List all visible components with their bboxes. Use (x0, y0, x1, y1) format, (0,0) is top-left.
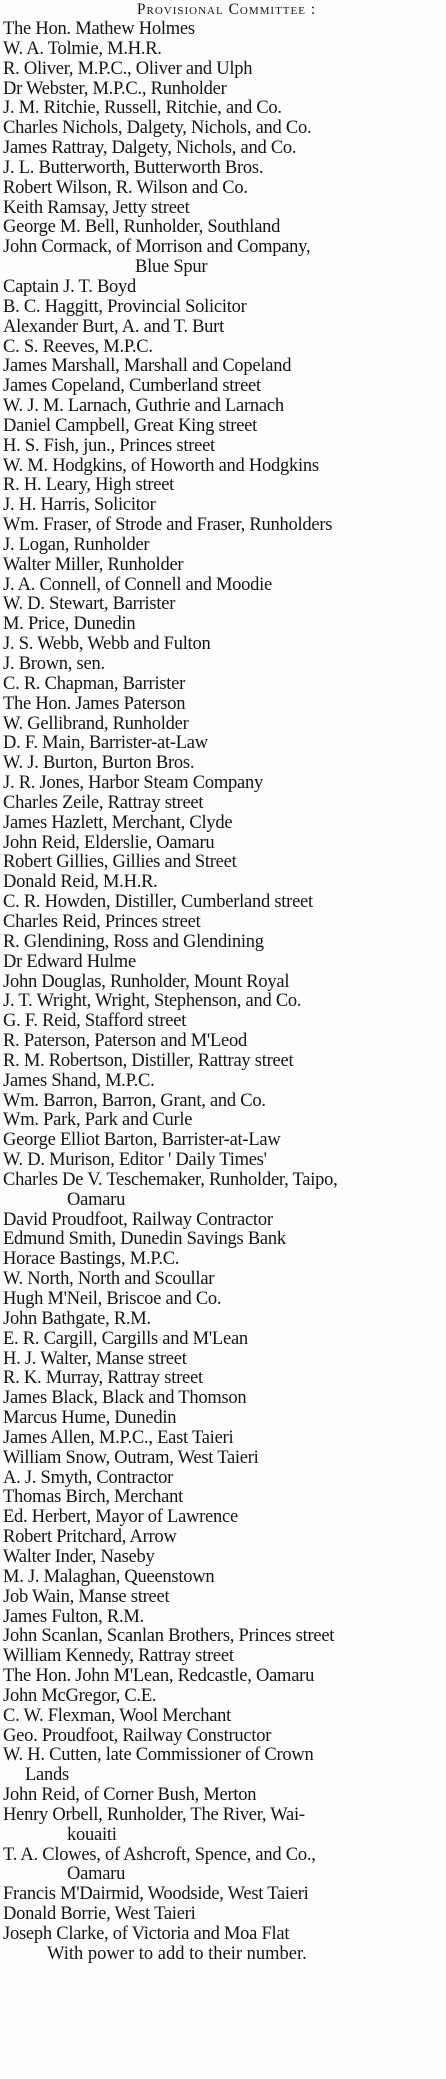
closing-note: With power to add to their number. (47, 1943, 307, 1964)
member-entry: A. J. Smyth, Contractor (3, 1468, 173, 1488)
member-entry: Charles Zeile, Rattray street (3, 793, 204, 813)
member-entry: John Reid, of Corner Bush, Merton (3, 1786, 257, 1806)
member-entry: W. H. Cutten, late Commissioner of Crown (3, 1746, 314, 1766)
member-entry: J. Brown, sen. (3, 655, 105, 674)
member-entry: Horace Bastings, M.P.C. (3, 1250, 180, 1270)
member-entry: D. F. Main, Barrister-at-Law (3, 734, 208, 754)
member-entry: Donald Reid, M.H.R. (3, 873, 158, 893)
member-entry: John Douglas, Runholder, Mount Royal (3, 972, 290, 992)
member-entry: C. R. Howden, Distiller, Cumberland street (3, 893, 313, 913)
committee-member-list (3, 20, 444, 1945)
member-entry: J. L. Butterworth, Butterworth Bros. (3, 158, 264, 178)
member-entry: W. A. Tolmie, M.H.R. (3, 39, 162, 59)
member-entry: C. R. Chapman, Barrister (3, 674, 186, 694)
member-entry: R. H. Leary, High street (3, 476, 175, 496)
member-entry: W. J. Burton, Burton Bros. (3, 754, 195, 774)
member-entry: Walter Miller, Runholder (3, 555, 184, 575)
member-entry: J. Logan, Runholder (3, 535, 150, 555)
member-entry: Job Wain, Manse street (3, 1587, 170, 1607)
member-entry: E. R. Cargill, Cargills and M'Lean (3, 1329, 248, 1349)
member-entry: H. J. Walter, Manse street (3, 1349, 187, 1369)
member-entry: James Allen, M.P.C., East Taieri (3, 1428, 234, 1448)
member-entry: B. C. Haggitt, Provincial Solicitor (3, 297, 247, 317)
member-entry: James Shand, M.P.C. (3, 1071, 155, 1091)
member-entry: Dr Edward Hulme (3, 952, 136, 972)
member-entry: Dr Webster, M.P.C., Runholder (3, 79, 227, 99)
member-entry: Ed. Herbert, Mayor of Lawrence (3, 1508, 238, 1528)
member-entry: Francis M'Dairmid, Woodside, West Taieri (3, 1885, 309, 1905)
member-entry: Charles De V. Teschemaker, Runholder, Taipo, (3, 1170, 338, 1190)
member-entry-continuation: kouaiti (67, 1825, 117, 1845)
member-entry: John Reid, Elderslie, Oamaru (3, 833, 215, 853)
member-entry: John McGregor, C.E. (3, 1686, 157, 1706)
member-entry: Robert Wilson, R. Wilson and Co. (3, 178, 248, 198)
member-entry: J. M. Ritchie, Russell, Ritchie, and Co. (3, 99, 282, 119)
member-entry: Charles Nichols, Dalgety, Nichols, and Co. (3, 119, 312, 139)
member-entry: Charles Reid, Princes street (3, 912, 201, 932)
member-entry: George Elliot Barton, Barrister-at-Law (3, 1131, 281, 1151)
member-entry: J. T. Wright, Wright, Stephenson, and Co. (3, 992, 302, 1012)
member-entry: Donald Borrie, West Taieri (3, 1905, 196, 1925)
member-entry-continuation: Blue Spur (135, 258, 208, 278)
member-entry: Robert Gillies, Gillies and Street (3, 853, 237, 873)
member-entry: W. J. M. Larnach, Guthrie and Larnach (3, 397, 284, 417)
member-entry: The Hon. Mathew Holmes (3, 20, 195, 39)
committee-heading: Provisional Committee : (136, 1, 317, 18)
member-entry: Captain J. T. Boyd (3, 277, 137, 297)
member-entry: J. H. Harris, Solicitor (3, 496, 156, 516)
member-entry: R. Paterson, Paterson and M'Leod (3, 1032, 248, 1052)
member-entry: William Kennedy, Rattray street (3, 1647, 234, 1667)
member-entry-continuation: Oamaru (67, 1190, 126, 1210)
member-entry: R. K. Murray, Rattray street (3, 1369, 203, 1389)
member-entry: John Scanlan, Scanlan Brothers, Princes street (3, 1627, 335, 1647)
member-entry: The Hon. James Paterson (3, 694, 186, 714)
member-entry: Edmund Smith, Dunedin Savings Bank (3, 1230, 286, 1250)
member-entry: Hugh M'Neil, Briscoe and Co. (3, 1290, 222, 1309)
member-entry: George M. Bell, Runholder, Southland (3, 218, 281, 238)
member-entry: Daniel Campbell, Great King street (3, 416, 258, 436)
member-entry-continuation: Oamaru (67, 1865, 126, 1885)
member-entry: R. Glendining, Ross and Glendining (3, 932, 264, 952)
member-entry: M. Price, Dunedin (3, 615, 136, 635)
member-entry: James Fulton, R.M. (3, 1607, 144, 1627)
member-entry: J. R. Jones, Harbor Steam Company (3, 774, 263, 794)
member-entry: Wm. Barron, Barron, Grant, and Co. (3, 1091, 266, 1111)
member-entry: C. W. Flexman, Wool Merchant (3, 1706, 232, 1726)
member-entry: Joseph Clarke, of Victoria and Moa Flat (3, 1925, 290, 1944)
member-entry: John Bathgate, R.M. (3, 1309, 151, 1329)
member-entry: David Proudfoot, Railway Contractor (3, 1210, 273, 1230)
member-entry: T. A. Clowes, of Ashcroft, Spence, and Co., (3, 1845, 316, 1865)
member-entry: G. F. Reid, Stafford street (3, 1012, 187, 1032)
member-entry: James Black, Black and Thomson (3, 1389, 247, 1409)
member-entry: Keith Ramsay, Jetty street (3, 198, 190, 218)
member-entry: W. M. Hodgkins, of Howorth and Hodgkins (3, 456, 319, 476)
member-entry: R. M. Robertson, Distiller, Rattray street (3, 1051, 294, 1071)
member-entry: Henry Orbell, Runholder, The River, Wai- (3, 1805, 305, 1825)
member-entry: M. J. Malaghan, Queenstown (3, 1567, 215, 1587)
member-entry: John Cormack, of Morrison and Company, (3, 238, 311, 258)
member-entry: H. S. Fish, jun., Princes street (3, 436, 215, 456)
member-entry: W. North, North and Scoullar (3, 1270, 215, 1290)
member-entry-continuation: Lands (25, 1766, 69, 1786)
member-entry: James Marshall, Marshall and Copeland (3, 357, 292, 377)
member-entry: Marcus Hume, Dunedin (3, 1409, 177, 1429)
member-entry: James Hazlett, Merchant, Clyde (3, 813, 233, 833)
member-entry: Alexander Burt, A. and T. Burt (3, 317, 224, 337)
member-entry: William Snow, Outram, West Taieri (3, 1448, 259, 1468)
member-entry: Thomas Birch, Merchant (3, 1488, 183, 1508)
member-entry: W. Gellibrand, Runholder (3, 714, 189, 734)
member-entry: Wm. Fraser, of Strode and Fraser, Runholders (3, 516, 333, 536)
member-entry: R. Oliver, M.P.C., Oliver and Ulph (3, 59, 253, 79)
member-entry: W. D. Murison, Editor ' Daily Times' (3, 1151, 267, 1171)
member-entry: James Rattray, Dalgety, Nichols, and Co. (3, 139, 297, 159)
member-entry: J. A. Connell, of Connell and Moodie (3, 575, 272, 595)
member-entry: Walter Inder, Naseby (3, 1547, 155, 1567)
member-entry: Wm. Park, Park and Curle (3, 1111, 193, 1131)
member-entry: Geo. Proudfoot, Railway Constructor (3, 1726, 272, 1746)
member-entry: J. S. Webb, Webb and Fulton (3, 635, 211, 655)
member-entry: W. D. Stewart, Barrister (3, 595, 176, 615)
member-entry: Robert Pritchard, Arrow (3, 1528, 177, 1548)
member-entry: The Hon. John M'Lean, Redcastle, Oamaru (3, 1667, 315, 1687)
member-entry: James Copeland, Cumberland street (3, 377, 261, 397)
member-entry: C. S. Reeves, M.P.C. (3, 337, 153, 357)
